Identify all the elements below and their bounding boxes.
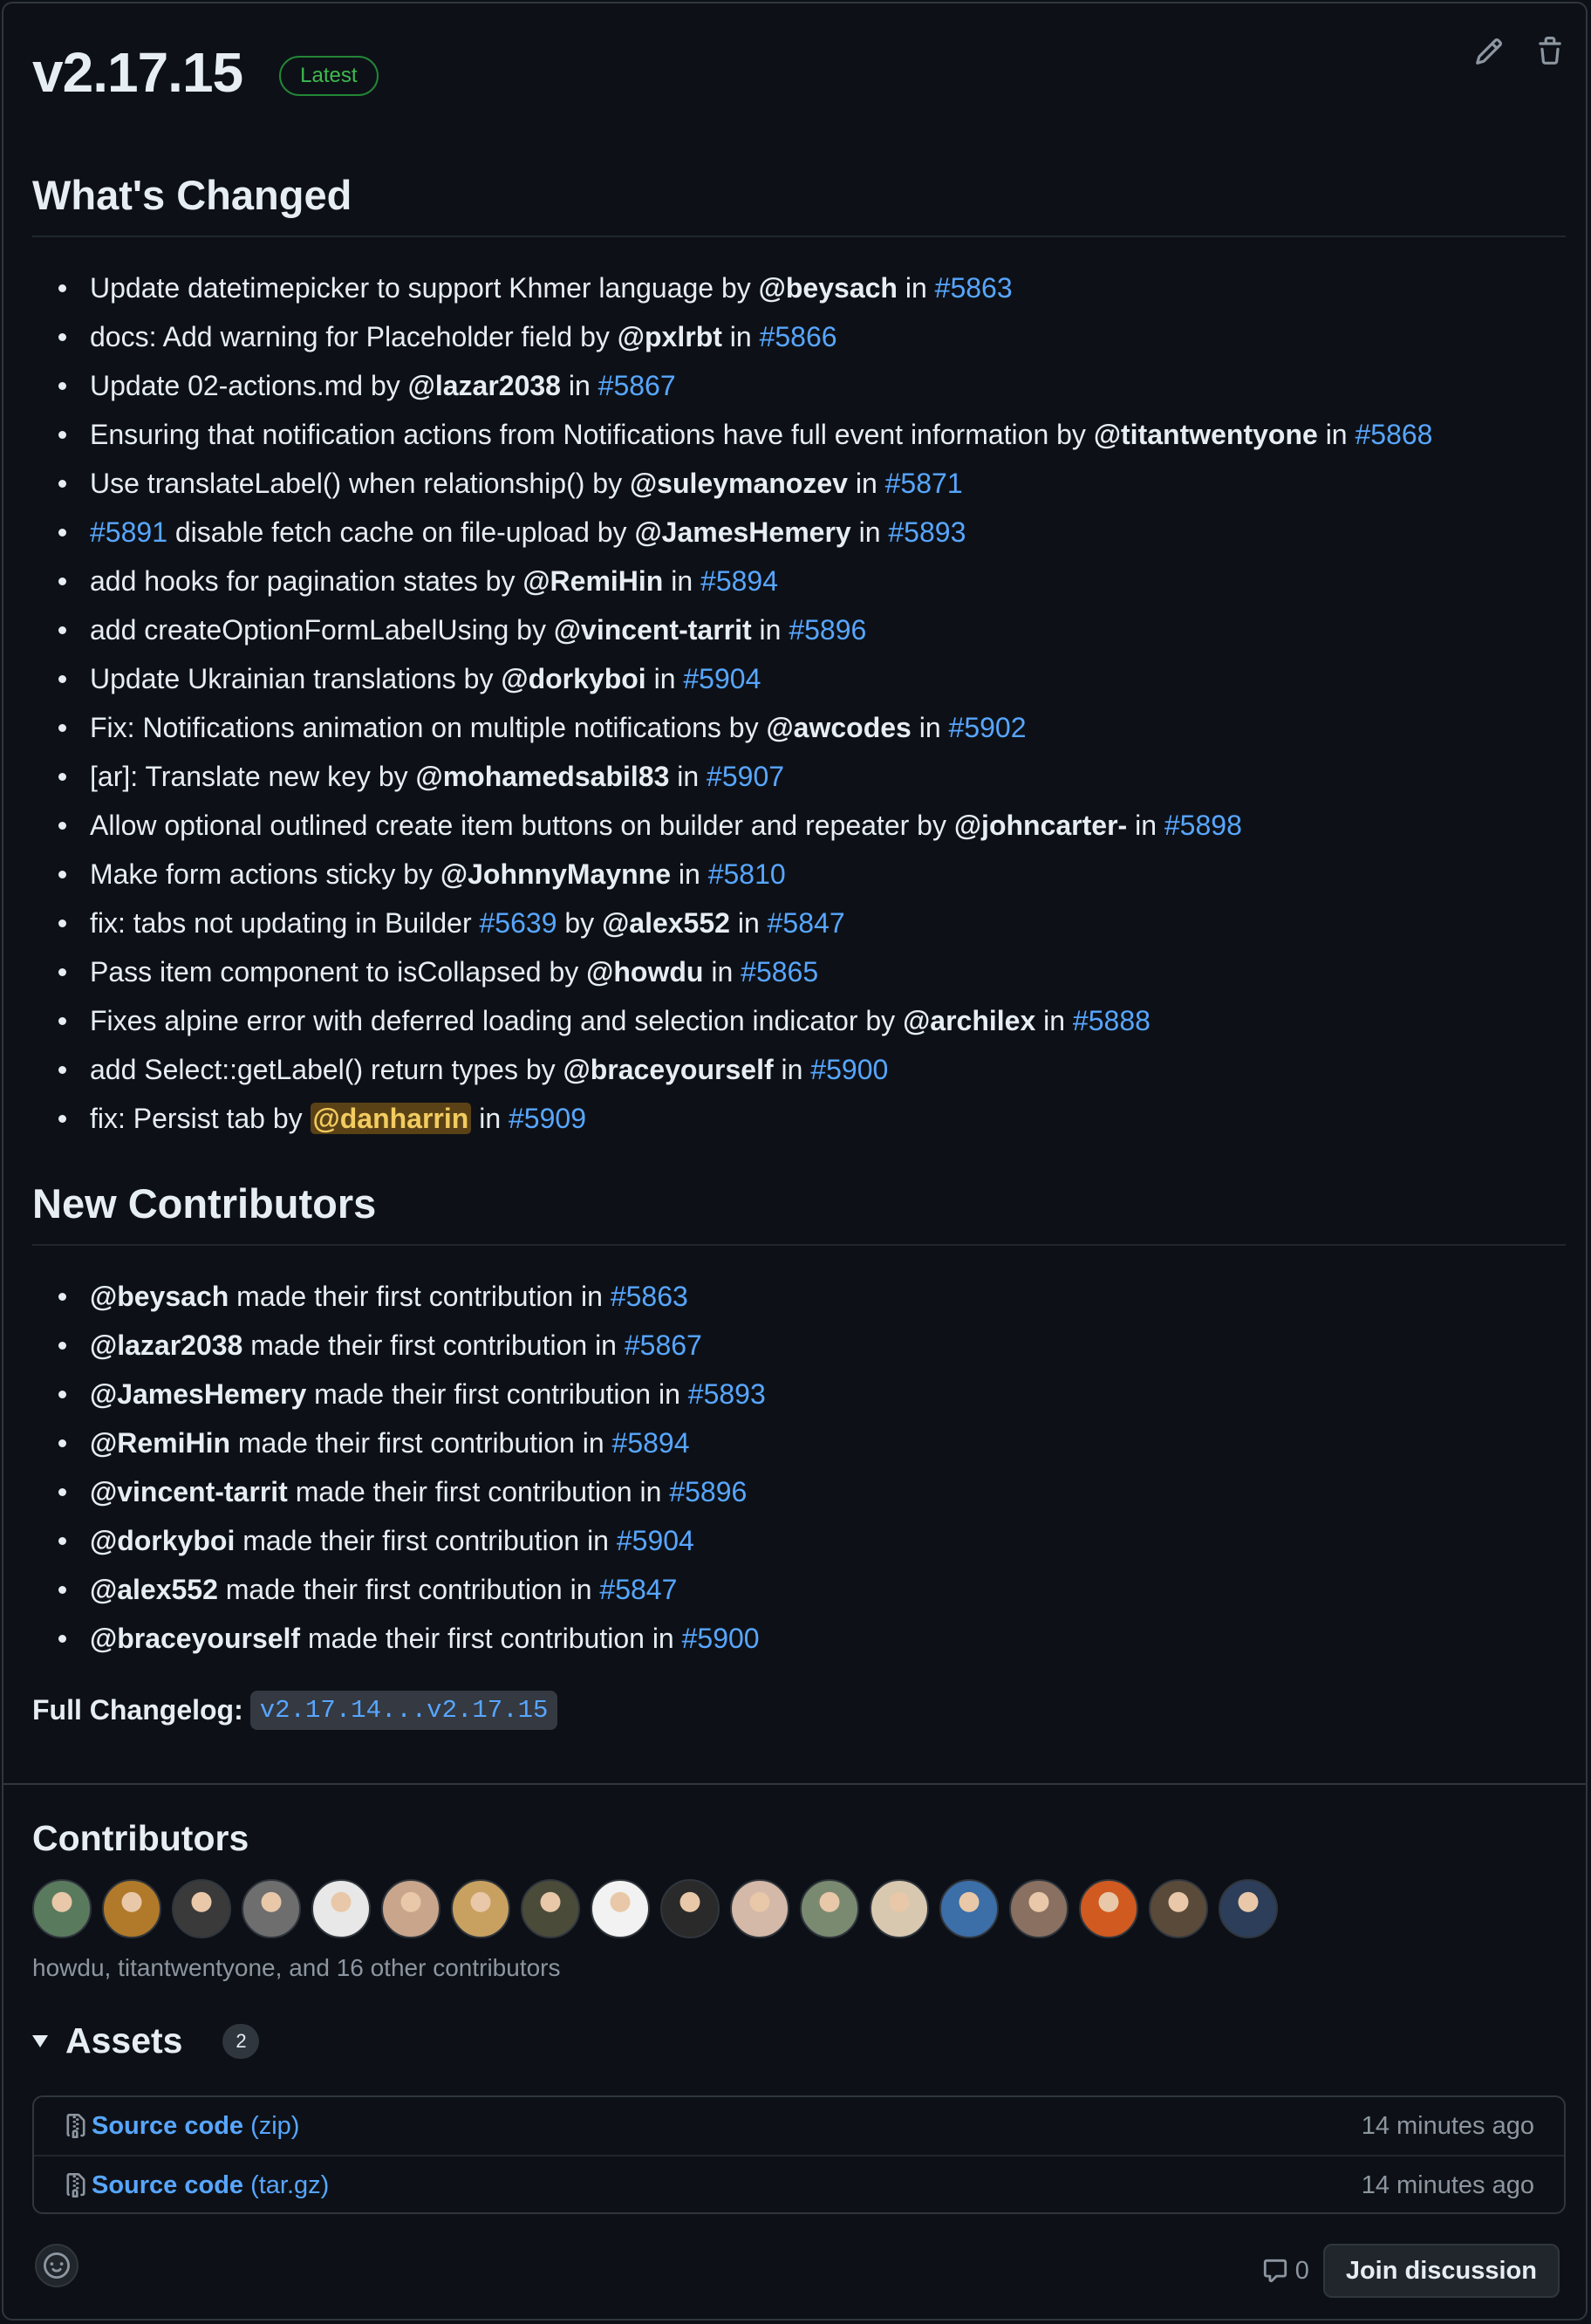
change-text: Update datetimepicker to support Khmer language by (90, 272, 759, 304)
discussion-footer (1262, 2244, 1560, 2298)
user-mention[interactable]: @howdu (586, 956, 704, 988)
change-text: in (721, 321, 760, 352)
pull-request-link[interactable]: #5863 (934, 272, 1013, 304)
change-text: in (663, 565, 701, 597)
change-text: Make form actions sticky by (90, 858, 440, 890)
new-contributor-item (32, 1418, 1567, 1467)
change-text: in (751, 614, 789, 646)
avatar[interactable] (870, 1879, 929, 1938)
user-mention[interactable]: @RemiHin (90, 1427, 230, 1459)
release-actions (1474, 37, 1565, 71)
change-text: Update Ukrainian translations by (90, 663, 502, 694)
avatar[interactable] (730, 1879, 789, 1938)
user-mention[interactable]: @alex552 (90, 1574, 218, 1605)
pull-request-link[interactable]: #5898 (1164, 810, 1242, 841)
pull-request-link[interactable]: #5900 (681, 1623, 760, 1654)
contribution-text: made their first contribution in (230, 1427, 612, 1459)
change-item (32, 703, 1567, 752)
avatar[interactable] (1079, 1879, 1138, 1938)
user-mention[interactable]: @JohnnyMaynne (440, 858, 672, 890)
contribution-text: made their first contribution in (306, 1378, 688, 1410)
avatar[interactable] (451, 1879, 510, 1938)
pull-request-link[interactable]: #5907 (707, 761, 785, 792)
latest-badge: Latest (279, 56, 378, 96)
user-mention[interactable]: @danharrin (311, 1103, 472, 1134)
change-text: in (850, 516, 889, 548)
contribution-text: made their first contribution in (300, 1623, 682, 1654)
change-text: [ar]: Translate new key by (90, 761, 416, 792)
change-text: in (671, 858, 708, 890)
change-text: in (847, 468, 885, 499)
change-text: fix: Persist tab by (90, 1103, 311, 1134)
pull-request-link[interactable]: #5900 (810, 1054, 889, 1085)
release-title[interactable]: v2.17.15 (32, 41, 243, 104)
new-contributor-item (32, 1370, 1567, 1418)
user-mention[interactable]: @lazar2038 (90, 1329, 243, 1361)
pull-request-link[interactable]: #5888 (1072, 1005, 1151, 1036)
asset-link[interactable] (64, 2111, 299, 2141)
pull-request-link[interactable]: #5866 (759, 321, 837, 352)
asset-row (34, 2097, 1564, 2155)
full-changelog-label: Full Changelog: (32, 1694, 243, 1726)
avatar[interactable] (32, 1879, 92, 1938)
change-text: Update 02-actions.md by (90, 370, 408, 401)
change-text: Pass item component to isCollapsed by (90, 956, 587, 988)
pull-request-link[interactable]: #5867 (624, 1329, 702, 1361)
new-contributor-item (32, 1272, 1567, 1321)
avatar[interactable] (311, 1879, 371, 1938)
issue-link[interactable]: #5639 (479, 907, 557, 939)
user-mention[interactable]: @vincent-tarrit (553, 614, 752, 646)
new-contributors-list (32, 1272, 1567, 1663)
file-zip-icon (64, 2170, 88, 2200)
change-text: in (1317, 419, 1355, 450)
change-text: Use translateLabel() when relationship() by (90, 468, 630, 499)
contributor-avatars (32, 1879, 1278, 1938)
avatar[interactable] (591, 1879, 650, 1938)
user-mention[interactable]: @dorkyboi (90, 1525, 236, 1556)
pull-request-link[interactable]: #5904 (683, 663, 761, 694)
user-mention[interactable]: @JamesHemery (634, 516, 851, 548)
avatar[interactable] (1219, 1879, 1278, 1938)
pull-request-link[interactable]: #5847 (767, 907, 845, 939)
full-changelog-link[interactable]: v2.17.14...v2.17.15 (250, 1691, 558, 1730)
assets-list (32, 2095, 1566, 2214)
avatar[interactable] (1149, 1879, 1208, 1938)
change-item (32, 654, 1567, 703)
new-contributor-item (32, 1467, 1567, 1516)
section-divider (3, 1783, 1586, 1785)
change-text: fix: tabs not updating in Builder (90, 907, 480, 939)
change-item (32, 312, 1567, 361)
change-text: Fix: Notifications animation on multiple notifications by (90, 712, 767, 743)
new-contributors-heading: New Contributors (32, 1180, 377, 1227)
comment-count-value: 0 (1294, 2256, 1309, 2285)
assets-toggle[interactable] (32, 2020, 259, 2061)
user-mention[interactable]: @titantwentyone (1093, 419, 1318, 450)
file-zip-icon (64, 2111, 88, 2141)
user-mention[interactable]: @archilex (903, 1005, 1036, 1036)
change-item (32, 1094, 1567, 1143)
comment-icon (1262, 2258, 1288, 2284)
pull-request-link[interactable]: #5896 (789, 614, 867, 646)
change-item (32, 850, 1567, 899)
change-text: in (471, 1103, 509, 1134)
asset-ext: (tar.gz) (250, 2170, 330, 2199)
avatar[interactable] (1009, 1879, 1069, 1938)
change-item (32, 947, 1567, 996)
change-text: in (645, 663, 684, 694)
pull-request-link[interactable]: #5865 (741, 956, 819, 988)
change-text: in (560, 370, 598, 401)
full-changelog (32, 1691, 557, 1730)
add-reaction-button[interactable] (35, 2244, 79, 2287)
pull-request-link[interactable]: #5894 (700, 565, 778, 597)
change-text: in (669, 761, 707, 792)
change-text: in (703, 956, 741, 988)
change-item (32, 361, 1567, 410)
edit-pencil-icon[interactable] (1474, 37, 1504, 71)
contribution-text: made their first contribution in (235, 1525, 617, 1556)
pull-request-link[interactable]: #5868 (1355, 419, 1433, 450)
change-text: Allow optional outlined create item buttons on builder and repeater by (90, 810, 954, 841)
change-item (32, 1045, 1567, 1094)
new-contributor-item (32, 1321, 1567, 1370)
user-mention[interactable]: @lazar2038 (407, 370, 561, 401)
contributors-heading: Contributors (32, 1818, 249, 1858)
asset-timestamp: 14 minutes ago (1361, 2170, 1534, 2199)
change-text: docs: Add warning for Placeholder field by (90, 321, 618, 352)
avatar[interactable] (939, 1879, 999, 1938)
avatar[interactable] (521, 1879, 580, 1938)
pull-request-link[interactable]: #5810 (707, 858, 786, 890)
pull-request-link[interactable]: #5871 (884, 468, 963, 499)
change-text: add Select::getLabel() return types by (90, 1054, 563, 1085)
change-item (32, 899, 1567, 947)
avatar[interactable] (102, 1879, 161, 1938)
heading-rule (32, 1244, 1566, 1246)
change-text: in (897, 272, 935, 304)
change-item (32, 557, 1567, 605)
user-mention[interactable]: @awcodes (766, 712, 912, 743)
user-mention[interactable]: @braceyourself (90, 1623, 301, 1654)
join-discussion-button[interactable]: Join discussion (1323, 2244, 1560, 2298)
change-text: Ensuring that notification actions from Notifications have full event information by (90, 419, 1094, 450)
asset-timestamp: 14 minutes ago (1361, 2111, 1534, 2140)
change-item (32, 801, 1567, 850)
user-mention[interactable]: @alex552 (602, 907, 730, 939)
smiley-icon (44, 2252, 70, 2279)
avatar[interactable] (242, 1879, 301, 1938)
pull-request-link[interactable]: #5896 (669, 1476, 748, 1507)
user-mention[interactable]: @RemiHin (522, 565, 664, 597)
change-text: in (911, 712, 949, 743)
change-item (32, 605, 1567, 654)
new-contributor-item (32, 1565, 1567, 1614)
avatar[interactable] (381, 1879, 440, 1938)
change-item (32, 996, 1567, 1045)
contribution-text: made their first contribution in (217, 1574, 600, 1605)
whats-changed-heading: What's Changed (32, 172, 352, 218)
new-contributor-item (32, 1614, 1567, 1663)
asset-link[interactable] (64, 2170, 329, 2200)
comment-count[interactable] (1262, 2257, 1309, 2286)
change-item (32, 263, 1567, 312)
change-item (32, 459, 1567, 508)
user-mention[interactable]: @mohamedsabil83 (415, 761, 670, 792)
heading-rule (32, 236, 1566, 237)
contribution-text: made their first contribution in (242, 1329, 625, 1361)
change-text: Fixes alpine error with deferred loading and selection indicator by (90, 1005, 904, 1036)
pull-request-link[interactable]: #5893 (888, 516, 966, 548)
user-mention[interactable]: @pxlrbt (617, 321, 722, 352)
change-item (32, 410, 1567, 459)
asset-name: Source code (92, 2111, 244, 2140)
asset-name: Source code (92, 2170, 244, 2199)
change-text: by (557, 907, 603, 939)
contribution-text: made their first contribution in (287, 1476, 670, 1507)
new-contributor-item (32, 1516, 1567, 1565)
whats-changed-list (32, 263, 1567, 1143)
asset-row (34, 2155, 1564, 2214)
contribution-text: made their first contribution in (229, 1281, 611, 1312)
change-text: disable fetch cache on file-upload by (167, 516, 635, 548)
user-mention[interactable]: @dorkyboi (501, 663, 646, 694)
user-mention[interactable]: @suleymanozev (629, 468, 848, 499)
change-text: in (729, 907, 768, 939)
change-text: in (773, 1054, 811, 1085)
user-mention[interactable]: @johncarter- (953, 810, 1128, 841)
pull-request-link[interactable]: #5863 (610, 1281, 688, 1312)
change-item (32, 508, 1567, 557)
assets-count-badge: 2 (222, 2024, 259, 2059)
pull-request-link[interactable]: #5847 (599, 1574, 678, 1605)
delete-trash-icon[interactable] (1535, 37, 1565, 71)
issue-link[interactable]: #5891 (90, 516, 167, 548)
change-text: add hooks for pagination states by (90, 565, 523, 597)
user-mention[interactable]: @beysach (90, 1281, 229, 1312)
assets-heading: Assets (65, 2020, 183, 2061)
user-mention[interactable]: @beysach (758, 272, 898, 304)
change-text: add createOptionFormLabelUsing by (90, 614, 554, 646)
asset-ext: (zip) (250, 2111, 300, 2140)
change-item (32, 752, 1567, 801)
release-header (32, 40, 379, 105)
pull-request-link[interactable]: #5894 (611, 1427, 690, 1459)
pull-request-link[interactable]: #5904 (616, 1525, 694, 1556)
user-mention[interactable]: @vincent-tarrit (90, 1476, 288, 1507)
change-text: in (1035, 1005, 1073, 1036)
pull-request-link[interactable]: #5867 (597, 370, 676, 401)
contributors-summary: howdu, titantwentyone, and 16 other contributors (32, 1954, 561, 1981)
avatar[interactable] (660, 1879, 720, 1938)
pull-request-link[interactable]: #5893 (687, 1378, 766, 1410)
avatar[interactable] (172, 1879, 231, 1938)
user-mention[interactable]: @braceyourself (563, 1054, 774, 1085)
pull-request-link[interactable]: #5902 (948, 712, 1027, 743)
user-mention[interactable]: @JamesHemery (90, 1378, 307, 1410)
triangle-down-icon (32, 2035, 48, 2047)
change-text: in (1127, 810, 1164, 841)
release-card (2, 2, 1588, 2321)
pull-request-link[interactable]: #5909 (509, 1103, 586, 1134)
avatar[interactable] (800, 1879, 859, 1938)
